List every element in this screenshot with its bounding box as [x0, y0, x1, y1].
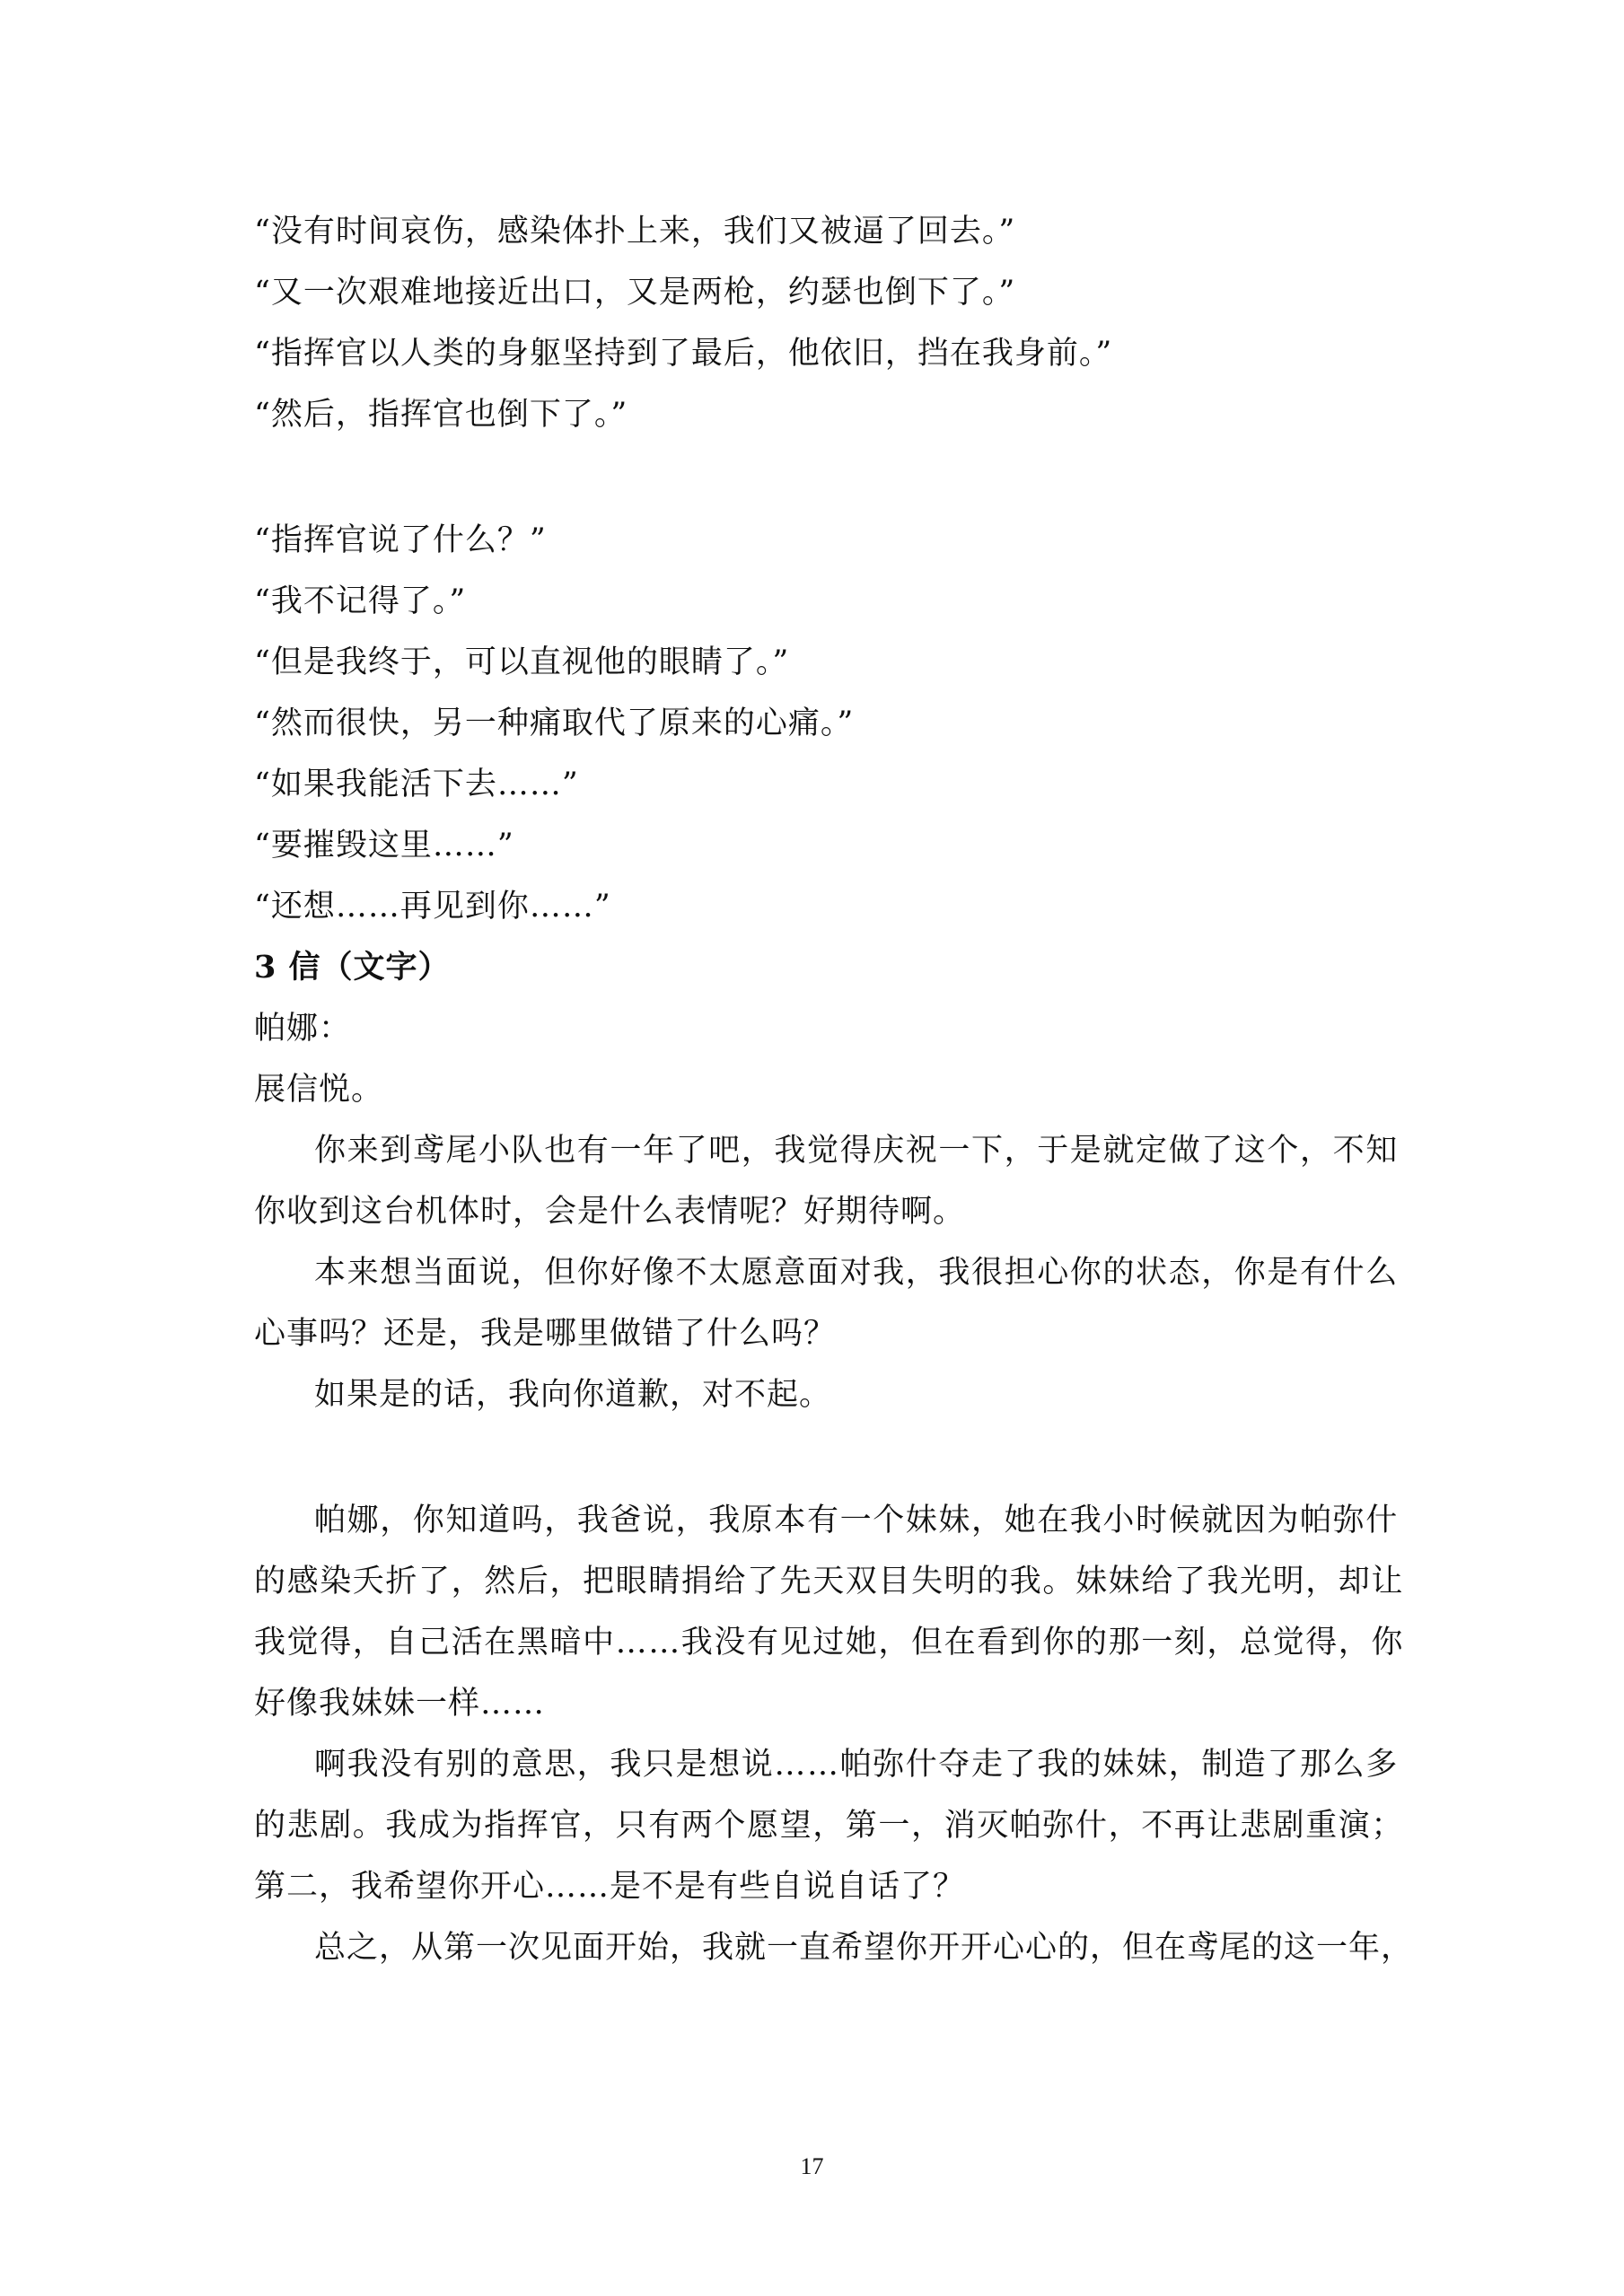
letter-paragraph-line: 我觉得，自己活在黑暗中……我没有见过她，但在看到你的那一刻，总觉得，你: [254, 1625, 1405, 1661]
dialogue-line: “我不记得了。”: [254, 583, 467, 619]
letter-salutation: 帕娜：: [254, 1011, 352, 1047]
letter-paragraph-line: 帕娜，你知道吗，我爸说，我原本有一个妹妹，她在我小时候就因为帕弥什: [314, 1503, 1399, 1538]
letter-paragraph-line: 心事吗？还是，我是哪里做错了什么吗？: [254, 1316, 837, 1352]
dialogue-line: “要摧毁这里……”: [254, 828, 514, 863]
letter-paragraph-line: 的感染夭折了，然后，把眼睛捐给了先天双目失明的我。妹妹给了我光明，却让: [254, 1564, 1405, 1599]
letter-paragraph-line: 好像我妹妹一样……: [254, 1686, 546, 1722]
letter-paragraph-line: 第二，我希望你开心……是不是有些自说自话了？: [254, 1869, 966, 1905]
letter-paragraph-line: 啊我没有别的意思，我只是想说……帕弥什夺走了我的妹妹，制造了那么多: [314, 1747, 1399, 1783]
letter-paragraph-line: 的悲剧。我成为指挥官，只有两个愿望，第一，消灭帕弥什，不再让悲剧重演；: [254, 1808, 1405, 1844]
letter-paragraph-line: 你收到这台机体时，会是什么表情呢？好期待啊。: [254, 1194, 966, 1230]
letter-paragraph-line: 总之，从第一次见面开始，我就一直希望你开开心心的，但在鸢尾的这一年，: [314, 1930, 1414, 1966]
dialogue-line: “指挥官以人类的身躯坚持到了最后，他依旧，挡在我身前。”: [254, 336, 1113, 372]
dialogue-line: “没有时间哀伤，感染体扑上来，我们又被逼了回去。”: [254, 214, 1016, 250]
dialogue-line: “然而很快，另一种痛取代了原来的心痛。”: [254, 705, 855, 741]
dialogue-line: “然后，指挥官也倒下了。”: [254, 397, 628, 433]
dialogue-line: “还想……再见到你……”: [254, 889, 611, 925]
letter-paragraph-line: 本来想当面说，但你好像不太愿意面对我，我很担心你的状态，你是有什么: [314, 1255, 1399, 1291]
dialogue-line: “指挥官说了什么？”: [254, 522, 547, 558]
page-number: 17: [800, 2153, 824, 2179]
dialogue-line: “又一次艰难地接近出口，又是两枪，约瑟也倒下了。”: [254, 275, 1016, 311]
dialogue-line: “如果我能活下去……”: [254, 767, 579, 802]
dialogue-line: “但是我终于，可以直视他的眼睛了。”: [254, 644, 790, 680]
letter-greeting: 展信悦。: [254, 1072, 384, 1108]
letter-paragraph-line: 你来到鸢尾小队也有一年了吧，我觉得庆祝一下，于是就定做了这个，不知: [314, 1133, 1399, 1169]
section-heading: 3 信（文字）: [254, 949, 451, 986]
letter-paragraph-line: 如果是的话，我向你道歉，对不起。: [314, 1377, 832, 1413]
